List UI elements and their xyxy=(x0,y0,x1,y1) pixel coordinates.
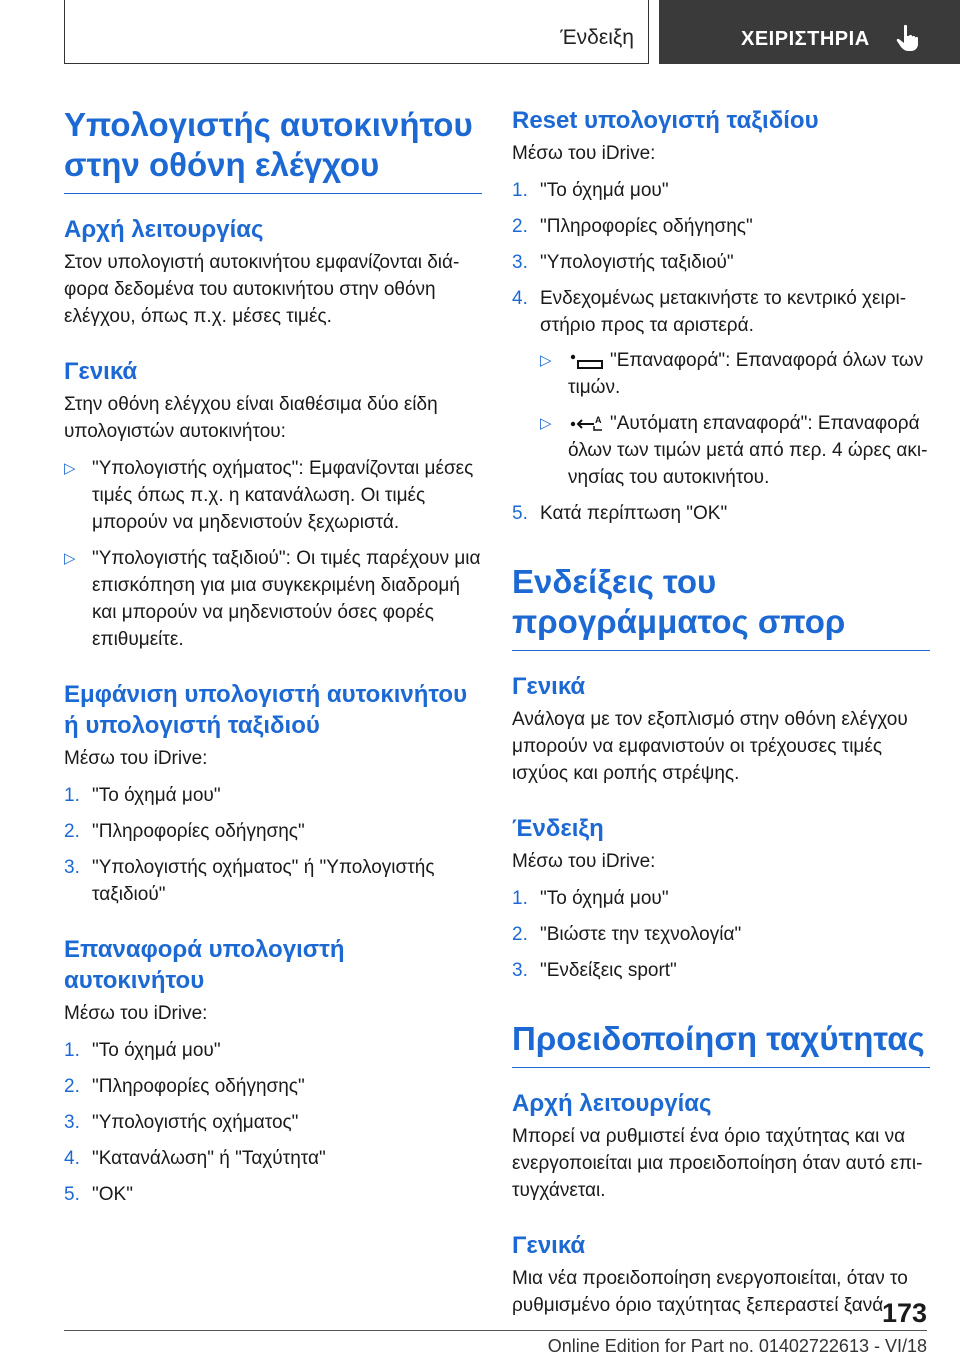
display-steps xyxy=(64,782,482,908)
list-item: 1. "Το όχημά μου" xyxy=(512,888,669,909)
page-number: 173 xyxy=(881,1298,927,1328)
list-item: 1. "Το όχημά μου" xyxy=(512,180,669,201)
section-heading-speed-principle: Αρχή λειτουργίας xyxy=(512,1090,712,1117)
reset-options-list xyxy=(540,347,930,491)
auto-reset-icon xyxy=(568,414,604,434)
trip-reset-intro: Μέσω του iDrive: xyxy=(512,143,656,164)
list-item: 2. "Πληροφορίες οδήγησης" xyxy=(64,821,305,842)
list-item: 1. "Το όχημά μου" xyxy=(64,785,221,806)
list-item: 5. Κατά περίπτωση "OK" xyxy=(512,503,728,524)
header-section-box xyxy=(659,0,960,64)
section-heading-general: Γενικά xyxy=(64,358,138,385)
list-item: 3. "Υπολογιστής οχήματος" ή "Υπολογιστής ταξιδιού" xyxy=(64,857,435,905)
list-item: 1. "Το όχημά μου" xyxy=(64,1040,221,1061)
header-tab-box xyxy=(64,0,649,64)
list-item: ▷ "Υπολογιστής οχήματος": Εμφανίζονται μέσες τιμές όπως π.χ. η κατανάλωση. Οι τιμές μπορούν να μηδενιστούν ξεχωριστά. xyxy=(64,455,482,536)
footer-divider xyxy=(64,1330,927,1331)
section-heading-reset: Επαναφορά υπολογιστή αυτοκινήτου xyxy=(64,936,345,994)
reset-intro: Μέσω του iDrive: xyxy=(64,1003,208,1024)
chapter-title-trip-computer: Υπολογιστής αυτοκινήτου στην οθόνη ελέγχου xyxy=(64,105,482,194)
svg-text:A: A xyxy=(595,414,602,425)
list-item: ▷ "Υπολογιστής ταξιδιού": Οι τιμές παρέχουν μια επισκόπηση για μια συγκεκριμένη διαδρομή και μπορούν να μηδενιστούν όσες φορές επιθυμείτε. xyxy=(64,545,482,653)
reset-steps xyxy=(64,1037,482,1208)
section-heading-trip-reset: Reset υπολογιστή ταξιδίου xyxy=(512,107,819,134)
footer-edition: Online Edition for Part no. 01402722613 - VI/18 xyxy=(547,1336,927,1356)
list-item: 5. "OK" xyxy=(64,1184,133,1205)
speed-general-text: Μια νέα προειδοποίηση ενεργοποιείται, όταν το ρυθμισμένο όριο ταχύτητας ξεπεραστεί ξανά xyxy=(512,1268,908,1316)
chapter-title-sport-displays: Ενδείξεις του προγράμματος σπορ xyxy=(512,562,930,651)
sport-display-intro: Μέσω του iDrive: xyxy=(512,851,656,872)
general-bullet-list xyxy=(64,455,482,653)
display-intro: Μέσω του iDrive: xyxy=(64,748,208,769)
principle-text: Στον υπολογιστή αυτοκινήτου εμφανίζονται διάφορα δεδομένα του αυτοκινήτου στην οθόνη ελέγχου, όπως π.χ. μέσες τιμές. xyxy=(64,252,460,327)
list-item: ▷ "Επαναφορά": Επαναφορά όλων των τιμών. xyxy=(540,347,930,401)
section-heading-sport-general: Γενικά xyxy=(512,673,586,700)
list-item: 3. "Υπολογιστής οχήματος" xyxy=(64,1112,299,1133)
list-item: ▷ A "Αυτόματη επαναφορά": Επαναφορά όλων των τιμών μετά από περ. 4 ώρες ακινησίας του αυτοκινήτου. xyxy=(540,410,930,491)
sport-display-steps xyxy=(512,885,930,984)
header-tab-label: Ένδειξη xyxy=(560,26,634,49)
reset-icon xyxy=(568,351,604,371)
sport-general-text: Ανάλογα με τον εξοπλισμό στην οθόνη ελέγχου μπορούν να εμφανιστούν οι τρέχουσες τιμές ισχύος και ροπής στρέψης. xyxy=(512,709,908,784)
triangle-bullet-icon: ▷ xyxy=(540,415,552,432)
list-item: 3. "Ενδείξεις sport" xyxy=(512,960,677,981)
list-item: 4. "Κατανάλωση" ή "Ταχύτητα" xyxy=(64,1148,326,1169)
section-heading-speed-general: Γενικά xyxy=(512,1232,586,1259)
section-heading-display: Εμφάνιση υπολογιστή αυτοκινήτου ή υπολογιστή ταξιδιού xyxy=(64,681,468,739)
triangle-bullet-icon: ▷ xyxy=(540,352,552,369)
speed-principle-text: Μπορεί να ρυθμιστεί ένα όριο ταχύτητας και να ενεργοποιείται μια προειδοποίηση όταν αυτό επιτυγχάνεται. xyxy=(512,1126,923,1201)
list-item: 2. "Πληροφορίες οδήγησης" xyxy=(64,1076,305,1097)
triangle-bullet-icon: ▷ xyxy=(64,460,76,477)
list-item: 2. "Πληροφορίες οδήγησης" xyxy=(512,216,753,237)
general-text: Στην οθόνη ελέγχου είναι διαθέσιμα δύο είδη υπολογιστών αυτοκινήτου: xyxy=(64,394,438,442)
list-item: 2. "Βιώστε την τεχνολογία" xyxy=(512,924,742,945)
hand-pointer-icon xyxy=(895,24,921,52)
list-item: 3. "Υπολογιστής ταξιδιού" xyxy=(512,252,734,273)
right-column xyxy=(512,105,930,1319)
section-heading-sport-display: Ένδειξη xyxy=(512,815,604,842)
section-heading-principle: Αρχή λειτουργίας xyxy=(64,216,264,243)
trip-reset-steps xyxy=(512,177,930,527)
header-section-label: ΧΕΙΡΙΣΤΗΡΙΑ xyxy=(741,28,870,50)
left-column xyxy=(64,105,482,1217)
triangle-bullet-icon: ▷ xyxy=(64,550,76,567)
list-item: 4. Ενδεχομένως μετακινήστε το κεντρικό χειριστήριο προς τα αριστερά. ▷ "Επαναφορά": Επαναφορά όλων των τιμών. ▷ A "Αυτόματη επαναφορά": Επαναφορά όλων των τιμών μετά από περ. 4 ώρες ακινησίας του αυτοκινήτου. xyxy=(512,285,930,491)
chapter-title-speed-warning: Προειδοποίηση ταχύτητας xyxy=(512,1019,930,1068)
